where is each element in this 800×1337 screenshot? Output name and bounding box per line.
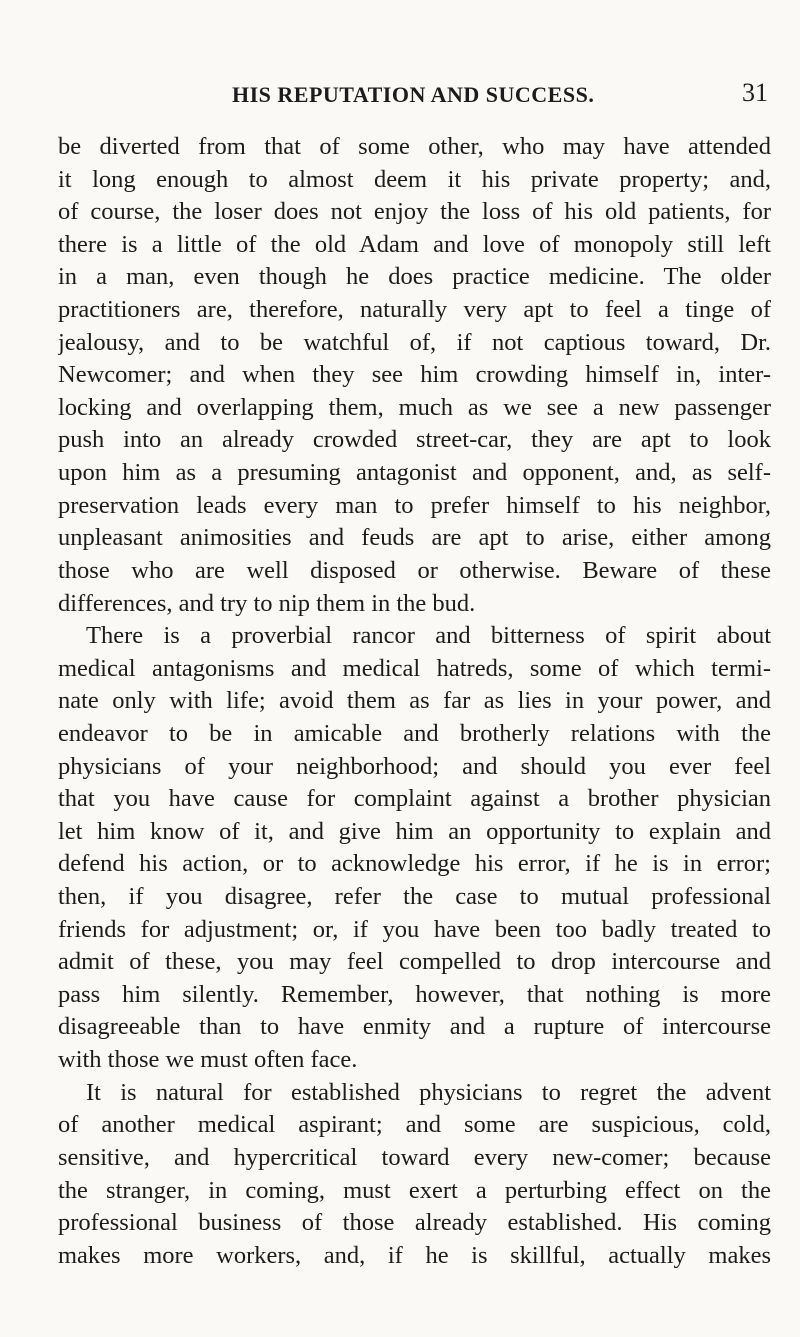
text-line: makes more workers, and, if he is skillful, actually makes (58, 1241, 771, 1269)
text-line: It is natural for established physicians to regret the advent (86, 1078, 771, 1106)
text-line: jealousy, and to be watchful of, if not captious toward, Dr. (58, 328, 771, 356)
text-line: with those we must often face. (58, 1046, 358, 1074)
text-line: be diverted from that of some other, who may have attended (58, 133, 771, 160)
text-line: unpleasant animosities and feuds are apt to arise, either among (58, 524, 771, 552)
text-line: nate only with life; avoid them as far as lies in your power, and (58, 687, 771, 715)
text-line: it long enough to almost deem it his private property; and, (58, 165, 771, 193)
text-line: locking and overlapping them, much as we see a new passenger (58, 393, 771, 421)
text-line: preservation leads every man to prefer himself to his neighbor, (58, 491, 771, 519)
text-line: Newcomer; and when they see him crowding himself in, inter- (58, 361, 771, 389)
text-line: of course, the loser does not enjoy the loss of his old patients, for (58, 198, 771, 226)
text-line: there is a little of the old Adam and love of monopoly still left (58, 230, 771, 258)
text-line: upon him as a presuming antagonist and opponent, and, as self- (58, 459, 771, 487)
text-line: let him know of it, and give him an opportunity to explain and (58, 817, 771, 845)
text-line: push into an already crowded street-car, they are apt to look (58, 426, 771, 454)
page-header (0, 78, 800, 116)
text-line: disagreeable than to have enmity and a rupture of intercourse (58, 1013, 771, 1041)
text-line: physicians of your neighborhood; and should you ever feel (58, 752, 771, 780)
text-line: differences, and try to nip them in the bud. (58, 589, 476, 617)
text-line: friends for adjustment; or, if you have been too badly treated to (58, 915, 771, 943)
text-line: practitioners are, therefore, naturally very apt to feel a tinge of (58, 296, 771, 324)
text-line: those who are well disposed or otherwise. Beware of these (58, 556, 771, 584)
running-head: HIS REPUTATION AND SUCCESS. (232, 82, 595, 107)
text-line: professional business of those already established. His coming (58, 1209, 771, 1237)
text-line: sensitive, and hypercritical toward every new-comer; because (58, 1143, 771, 1171)
text-line: admit of these, you may feel compelled to drop intercourse and (58, 948, 771, 976)
text-line: then, if you disagree, refer the case to mutual professional (58, 883, 771, 911)
text-line: pass him silently. Remember, however, that nothing is more (58, 980, 771, 1008)
body-text (58, 131, 771, 1272)
text-line: in a man, even though he does practice medicine. The older (58, 263, 771, 291)
text-line: that you have cause for complaint against a brother physician (58, 785, 771, 813)
page-number: 31 (742, 78, 768, 107)
text-line: medical antagonisms and medical hatreds, some of which termi- (58, 654, 771, 682)
text-line: the stranger, in coming, must exert a perturbing effect on the (58, 1176, 771, 1204)
text-line: defend his action, or to acknowledge his error, if he is in error; (58, 850, 771, 878)
text-line: of another medical aspirant; and some are suspicious, cold, (58, 1111, 771, 1139)
text-line: endeavor to be in amicable and brotherly relations with the (58, 719, 771, 747)
text-line: There is a proverbial rancor and bitterness of spirit about (86, 622, 771, 650)
